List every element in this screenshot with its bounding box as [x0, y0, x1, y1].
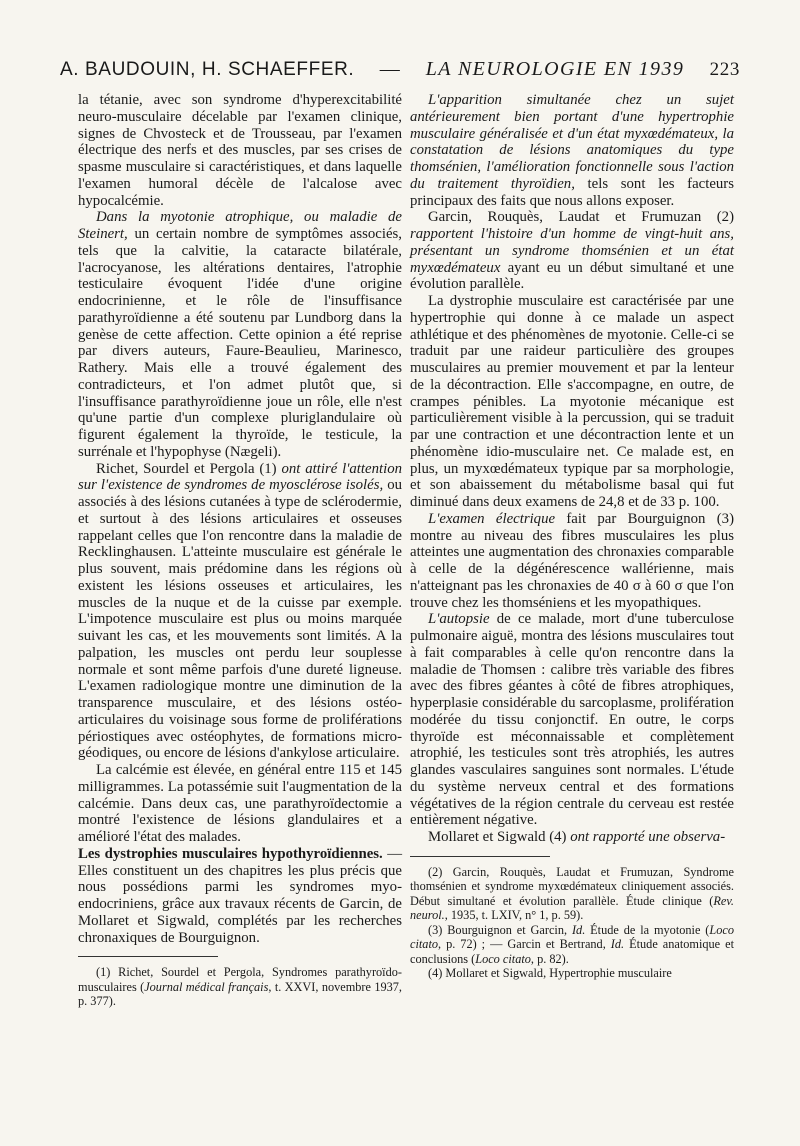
- paragraph-text: la tétanie, avec son syndrome d'hyperexcitabilité neuro-musculaire décelable par l'examen clinique, signes de Chvosteck et de Trousseau, par l'examen électrique des nerfs et des muscles, par ses crises de spasme musculaire si caractéristiques, et dans laquelle l'examen humoral décèle de l'alcalose avec hypocalcémie.: [78, 92, 402, 209]
- paragraph: [78, 92, 402, 209]
- footnote: [410, 923, 734, 967]
- footnote-italic: Loco citato: [410, 922, 734, 952]
- paragraph-italic: Dans la myotonie atrophique, ou maladie de Steinert,: [78, 209, 402, 242]
- paragraph: [410, 92, 734, 209]
- footnote-text: , t. XXVI, novembre 1937, p. 377).: [78, 979, 403, 1009]
- section-title: Les dystrophies musculaires hypothyroïdiennes.: [78, 845, 383, 862]
- paragraph: [410, 511, 734, 612]
- paragraph: [410, 611, 734, 829]
- footnote: [78, 965, 402, 1009]
- footnote-italic: Journal médical français: [144, 979, 269, 994]
- paragraph-italic: L'apparition simultanée chez un sujet antérieurement bien portant d'une hypertrophie musculaire généralisée et d'un état myxœdémateux, la constatation de lésions anatomiques du type thomsénien, l'amélioration fonctionnelle sous l'action du traitement thyroïdien,: [410, 92, 734, 192]
- left-column: [78, 92, 402, 1009]
- paragraph-text: ayant eu un début simultané et une évolution parallèle.: [410, 259, 734, 293]
- header-dash: —: [379, 58, 401, 80]
- paragraph-text: fait par Bourguignon (3) montre au niveau des fibres musculaires les plus atteintes une augmentation des chronaxies comparable à celle de la dégénérescence wallérienne, mais n'atteignant pas les chronaxies de 40 σ à 60 σ que l'on trouve chez les thomséniens et les myopathiques.: [410, 510, 735, 611]
- paragraph-italic: rapportent l'histoire d'un homme de vingt-huit ans, présentant un syndrome thomsénien et un état myxœdémateux: [410, 226, 734, 276]
- paragraph-text: tels sont les facteurs principaux des faits que nous allons exposer.: [410, 175, 734, 209]
- footnote-italic: Id.: [571, 922, 586, 937]
- paragraph: [410, 829, 734, 846]
- footnote-divider: [410, 856, 550, 857]
- running-header: [60, 58, 740, 81]
- footnote-text: , p. 82).: [530, 951, 569, 966]
- paragraph: [410, 293, 734, 511]
- section-heading: [78, 846, 402, 947]
- footnote-divider: [78, 956, 218, 957]
- footnote: [410, 865, 734, 923]
- paragraph-text: Garcin, Rouquès, Laudat et Frumuzan (2): [428, 209, 734, 226]
- footnote: [410, 966, 734, 981]
- footnote-text: Étude anatomique et conclusions (: [410, 937, 735, 966]
- paragraph-italic: ont rapporté une observa-: [570, 829, 726, 845]
- paragraph-italic: L'autopsie: [428, 611, 490, 628]
- paragraph: [410, 209, 734, 293]
- header-authors: A. BAUDOUIN, H. SCHAEFFER.: [60, 59, 355, 80]
- footnote-italic: Rev. neurol.: [410, 893, 734, 923]
- paragraph-italic: ont attiré l'attention sur l'existence de syndromes de myosclérose isolés,: [78, 460, 402, 494]
- paragraph: [78, 762, 402, 846]
- paragraph-text: Mollaret et Sigwald (4): [428, 829, 571, 845]
- footnote-text: (4) Mollaret et Sigwald, Hypertrophie musculaire: [428, 966, 672, 981]
- footnote-text: (3) Bourguignon et Garcin,: [428, 922, 572, 937]
- paragraph-text: Richet, Sourdel et Pergola (1): [96, 460, 282, 477]
- paragraph-italic: L'examen électrique: [428, 510, 556, 527]
- footnote-text: (1) Richet, Sourdel et Pergola, Syndromes parathyroïdo-musculaires (: [78, 965, 402, 994]
- footnote-italic: Id.: [610, 937, 625, 952]
- page-number: 223: [709, 59, 740, 80]
- paragraph-text: de ce malade, mort d'une tuberculose pulmonaire aiguë, montra des lésions musculaires tout à fait comparables à celle qu'on rencontre dans la maladie de Thomsen : calibre très variable des fibres avec des fibres géantes à côté de fibres atrophiques, hyperplasie considérable du sarcoplasme, prolifération modérée du tissu conjonctif. En outre, le corps thyroïde est méconnaissable et complètement atrophié, les testicules sont très atrophiés, les autres glandes vasculaires sanguines sont normales. L'étude du système nerveux central et des formations végétatives de la région centrale du cerveau est restée entièrement négative.: [410, 611, 734, 829]
- paragraph-text: un certain nombre de symptômes associés, tels que la calvitie, la cataracte bilatérale, l'acrocyanose, les altérations dentaires, l'atrophie testiculaire évoquent l'idée d'une origine endocrinienne, et le rôle de l'insuffisance parathyroïdienne a été soutenu par Lundborg dans la genèse de cette affection. Cette opinion a été reprise par divers auteurs, Faure-Beaulieu, Marinesco, Rathery. Mais elle a trouvé également des contradicteurs, et l'on admet plutôt que, si l'insuffisance parathyroïdienne joue un rôle, elle n'est qu'une partie d'un complexe pluriglandulaire où figurent également la thyroïde, le testicule, la surrénale et l'hypophyse (Nægeli).: [78, 226, 402, 460]
- paragraph: [78, 209, 402, 460]
- paragraph-text: ou associés à des lésions cutanées à type de sclérodermie, et surtout à des lésions articulaires et osseuses rappelant celles que l'on rencontre dans la maladie de Recklinghausen. L'atteinte musculaire est générale le plus souvent, mais prédomine dans les régions où existent les lésions osseuses et articulaires, les muscles de la nuque et de la cuisse par exemple. L'impotence musculaire est plus ou moins marquée suivant les cas, et les mouvements sont limités. A la palpation, les muscles ont perdu leur souplesse normale et sont même parfois d'une dureté ligneuse. L'examen radiologique montre une diminution de la transparence musculaire, et des lésions ostéo-articulaires du voisinage sous forme de proliférations périostiques avec ostéophytes, de formations micro-géodiques, ou encore de lésions d'ankylose articulaire.: [78, 477, 403, 762]
- header-title: LA NEUROLOGIE EN 1939: [425, 58, 685, 80]
- paragraph-text: La dystrophie musculaire est caractérisée par une hypertrophie qui donne à ce malade un aspect athlétique et des phénomènes de myotonie. Celle-ci se traduit par une raideur particulière des groupes musculaires au premier mouvement et par la lenteur de la décontraction. Elle s'accompagne, en outre, de crampes pénibles. La myotonie mécanique est particulièrement visible à la percussion, qui se traduit par une contraction et une décontraction lente et un phénomène idio-musculaire net. Ce malade est, en plus, un myxœdémateux typique par sa morphologie, et son abaissement du métabolisme basal qui fut diminué dans deux examens de 24,8 et de 33 p. 100.: [410, 293, 734, 510]
- footnote-italic: Loco citato: [475, 951, 531, 966]
- footnote-text: , 1935, t. LXIV, n° 1, p. 59).: [444, 908, 584, 923]
- footnote-text: , p. 72) ; — Garcin et Bertrand,: [438, 937, 611, 952]
- right-column: [410, 92, 734, 981]
- paragraph-text: La calcémie est élevée, en général entre 115 et 145 milligrammes. La potassémie suit l'augmentation de la calcémie. Dans deux cas, une parathyroïdectomie a montré l'existence de lésions glandulaires et a amélioré l'état des malades.: [78, 762, 402, 845]
- footnote-text: (2) Garcin, Rouquès, Laudat et Frumuzan, Syndrome thomsénien et syndrome myxœdémateux cliniquement associés. Début simultané et évolution parallèle. Étude clinique (: [410, 864, 734, 908]
- paragraph-text: — Elles constituent un des chapitres les plus précis que nous possédions parmi les syndromes myo-endocriniens, grâce aux travaux récents de Garcin, de Mollaret et Sigwald, complétés par les recherches chronaxiques de Bourguignon.: [78, 845, 402, 946]
- paragraph: [78, 461, 402, 763]
- footnote-text: Étude de la myotonie (: [585, 922, 710, 937]
